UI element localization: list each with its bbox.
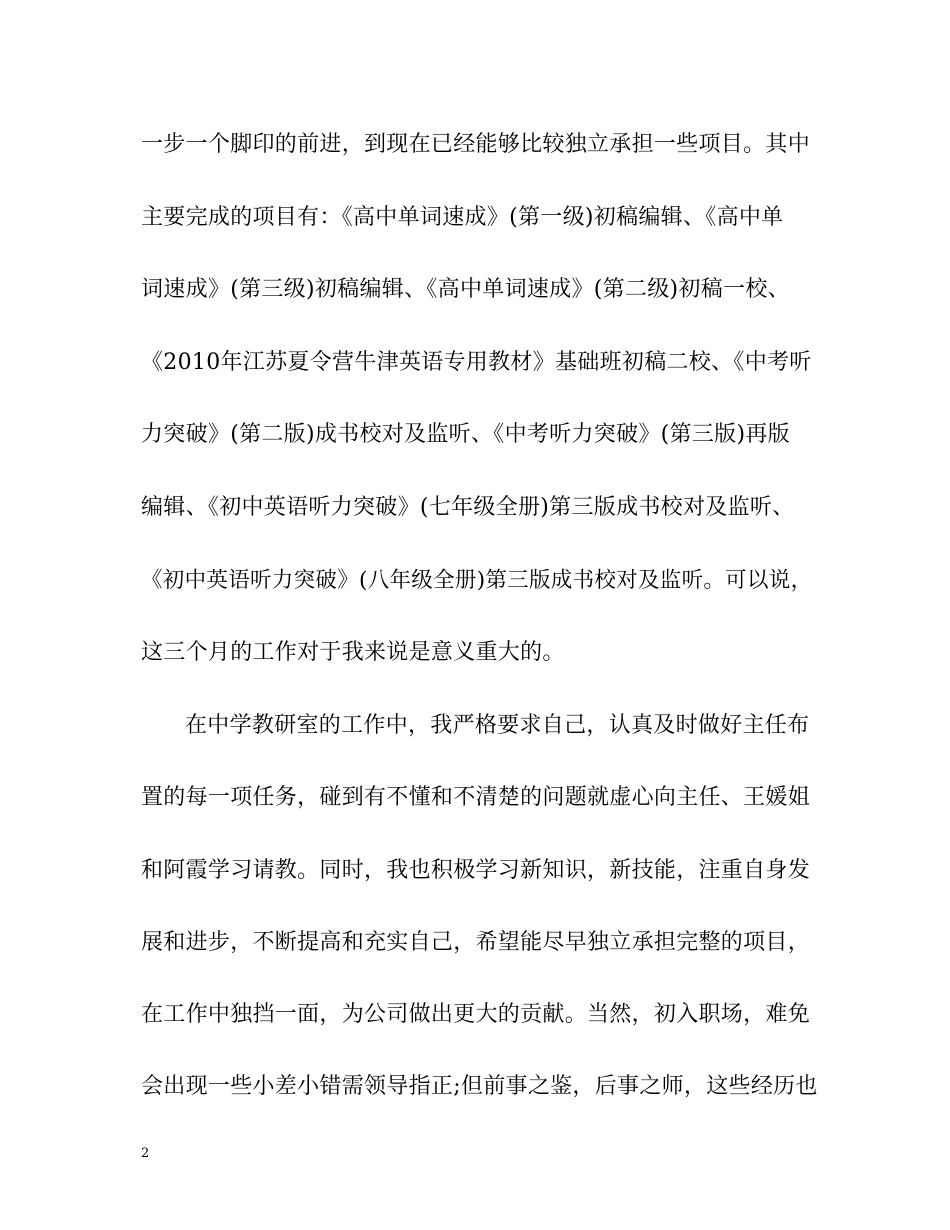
paragraph-1-line-1: 一步一个脚印的前进，到现在已经能够比较独立承担一些项目。其中 <box>141 132 811 157</box>
paragraph-1-line-7: 《初中英语听力突破》(八年级全册)第三版成书校对及监听。可以说， <box>141 568 813 593</box>
page-number: 2 <box>141 1146 150 1161</box>
paragraph-2-line-6: 会出现一些小差小错需领导指正;但前事之鉴，后事之师，这些经历也 <box>141 1074 818 1099</box>
paragraph-1-line-4: 《2010年江苏夏令营牛津英语专用教材》基础班初稿二校、《中考听 <box>141 350 812 375</box>
paragraph-2-line-1: 在中学教研室的工作中，我严格要求自己，认真及时做好主任布 <box>185 713 810 738</box>
paragraph-1-line-5: 力突破》(第二版)成书校对及监听、《中考听力突破》(第三版)再版 <box>141 422 790 447</box>
paragraph-1-line-8: 这三个月的工作对于我来说是意义重大的。 <box>141 640 565 665</box>
paragraph-2-line-2: 置的每一项任务，碰到有不懂和不清楚的问题就虚心向主任、王媛姐 <box>141 785 811 810</box>
paragraph-1-line-6: 编辑、《初中英语听力突破》(七年级全册)第三版成书校对及监听、 <box>141 495 795 520</box>
paragraph-1-line-3: 词速成》(第三级)初稿编辑、《高中单词速成》(第二级)初稿一校、 <box>141 277 790 302</box>
paragraph-2-line-5: 在工作中独挡一面，为公司做出更大的贡献。当然，初入职场，难免 <box>141 1002 811 1027</box>
paragraph-2-line-4: 展和进步，不断提高和充实自己，希望能尽早独立承担完整的项目， <box>141 930 811 955</box>
paragraph-1-line-2: 主要完成的项目有：《高中单词速成》(第一级)初稿编辑、《高中单 <box>141 205 784 230</box>
paragraph-2-line-3: 和阿霞学习请教。同时，我也积极学习新知识，新技能，注重自身发 <box>141 858 811 883</box>
